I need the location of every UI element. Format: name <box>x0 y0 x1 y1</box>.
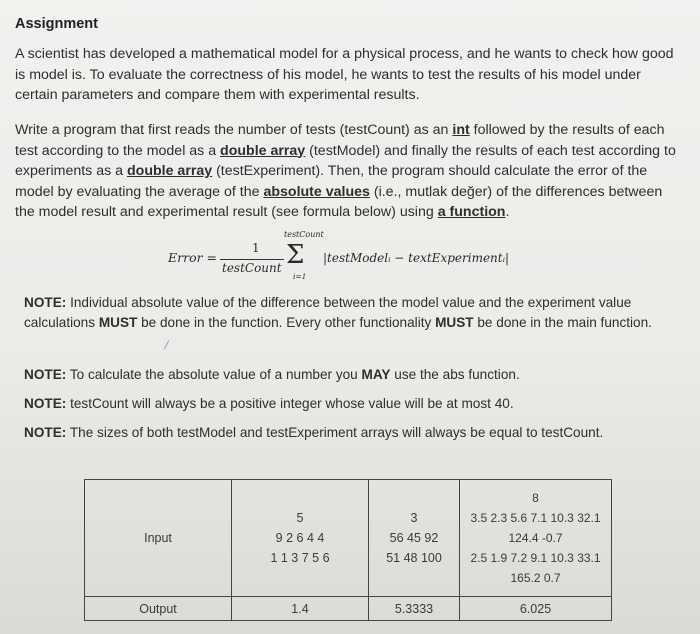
sum-upper-limit: testCount <box>284 230 324 239</box>
intro-paragraph: A scientist has developed a mathematical model for a physical process, and he wants to check how good is model is. To evaluate the correctness of his model, he wants to test the results of his model under certain parameters and compare them with experimental results. <box>15 46 674 103</box>
input-cell-2 <box>369 480 460 597</box>
note-label: NOTE: <box>24 367 67 382</box>
output-1: 1.4 <box>291 601 309 616</box>
note-label: NOTE: <box>24 396 67 411</box>
note-text: testCount will always be a positive integer whose value will be at most 40. <box>66 396 514 411</box>
task-text-3: (testModel) and finally the results of each test according to experiments as a <box>15 142 676 179</box>
note-abs-function <box>24 365 680 385</box>
note-label: NOTE: <box>24 425 67 440</box>
table-row-input <box>85 480 612 597</box>
input-2-count: 3 <box>410 511 418 525</box>
sample-io-table <box>84 479 612 621</box>
keyword-absolute-values: absolute values <box>263 183 370 200</box>
formula-denominator: testCount <box>222 261 282 275</box>
note-label: NOTE: <box>24 295 67 310</box>
output-2: 5.3333 <box>394 601 434 616</box>
note-text: The sizes of both testModel and testExperiment arrays will always be equal to testCount. <box>66 425 604 440</box>
note-text: be done in the function. Every other functionality <box>137 315 436 330</box>
output-cell-1 <box>232 597 369 621</box>
sum-lower-limit: i=1 <box>293 272 307 281</box>
input-3-model-line2: 124.4 -0.7 <box>508 531 563 545</box>
input-cell-3 <box>460 480 612 597</box>
task-text-5: (i.e., mutlak değer) of the differences between the model result and experimental result (see formula below) using <box>15 183 663 220</box>
pen-mark <box>164 340 170 350</box>
formula-lhs: Error = <box>168 250 218 265</box>
note-text: To calculate the absolute value of a number you <box>66 367 362 382</box>
sigma-symbol: Σ <box>286 240 305 270</box>
input-2-model: 56 45 92 <box>389 531 439 545</box>
error-formula <box>168 232 588 288</box>
input-label-cell <box>85 480 232 597</box>
output-cell-3 <box>460 597 612 621</box>
note-text: use the abs function. <box>390 367 520 382</box>
input-1-model: 9 2 6 4 4 <box>275 531 325 545</box>
task-paragraph <box>15 120 685 223</box>
formula-term: |testModelᵢ − textExperimentᵢ| <box>323 251 510 265</box>
task-text-1: Write a program that first reads the number of tests (testCount) as an <box>15 122 453 138</box>
task-text-2: followed by the results of each test according to the model as a <box>15 122 665 159</box>
must-emphasis: MUST <box>435 315 474 330</box>
keyword-int: int <box>452 122 470 138</box>
note-testcount-limit <box>24 394 680 414</box>
output-label: Output <box>139 601 177 616</box>
input-label: Input <box>144 531 172 545</box>
input-3-count: 8 <box>532 491 539 505</box>
keyword-double-array-1: double array <box>220 142 306 159</box>
note-text: Individual absolute value of the difference between the model value and the experiment value calculations <box>24 295 632 330</box>
input-cell-1 <box>232 480 369 597</box>
output-3: 6.025 <box>519 601 552 616</box>
fraction-bar <box>220 259 284 260</box>
table-row-output <box>85 597 612 621</box>
input-1-count: 5 <box>296 511 304 525</box>
task-text-6: . <box>505 204 510 220</box>
output-label-cell <box>85 597 232 621</box>
input-3-experiment-line2: 165.2 0.7 <box>510 571 561 585</box>
page-title: Assignment <box>15 16 98 32</box>
keyword-a-function: a function <box>437 204 506 220</box>
note-array-sizes <box>24 423 680 443</box>
note-function-requirement <box>24 293 680 333</box>
task-text-4: (testExperiment). Then, the program should calculate the error of the model by evaluating the average of the <box>15 163 648 200</box>
note-text: be done in the main function. <box>473 315 652 330</box>
formula-numerator: 1 <box>252 241 260 255</box>
input-3-experiment-line1: 2.5 1.9 7.2 9.1 10.3 33.1 <box>470 551 601 565</box>
keyword-double-array-2: double array <box>126 163 213 179</box>
input-2-experiment: 51 48 100 <box>386 551 442 565</box>
input-1-experiment: 1 1 3 7 5 6 <box>270 551 330 565</box>
output-cell-2 <box>369 597 460 621</box>
may-emphasis: MAY <box>361 367 391 382</box>
must-emphasis: MUST <box>98 315 138 330</box>
input-3-model-line1: 3.5 2.3 5.6 7.1 10.3 32.1 <box>470 511 601 525</box>
